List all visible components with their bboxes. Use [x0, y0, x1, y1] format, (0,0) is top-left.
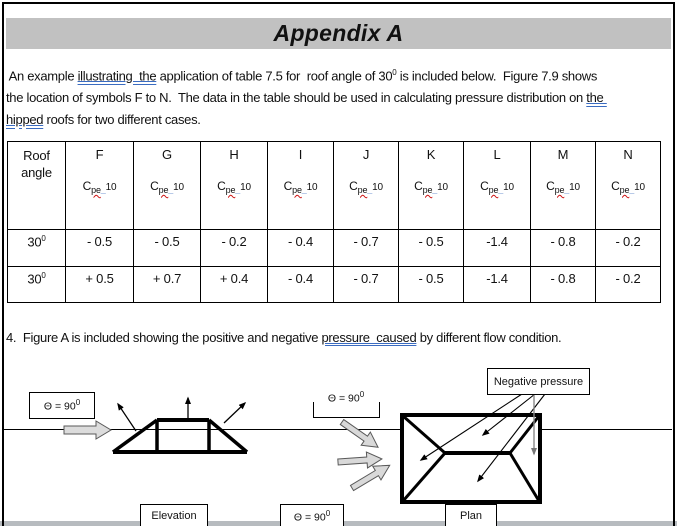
roof-angle-cell: $30^0$	[8, 230, 66, 267]
value-cell: - 0.7	[334, 230, 399, 267]
value-cell: - 0.5	[399, 230, 464, 267]
value-cell: - 0.2	[596, 267, 661, 303]
table-corner-cell	[8, 142, 66, 230]
intro-text: application of table 7.5 for roof angle of 30	[156, 68, 393, 84]
coef-label: $C_{pe\_}10$	[150, 179, 184, 195]
column-header-N: N $C_{pe\_}10$	[596, 142, 661, 230]
item-4-paragraph	[6, 327, 672, 349]
intro-line-3	[6, 109, 672, 131]
intro-line-1	[6, 62, 672, 87]
value-cell: - 0.4	[268, 230, 334, 267]
value-cell: - 0.5	[134, 230, 201, 267]
value-cell: - 0.8	[531, 230, 596, 267]
column-header-G: G $C_{pe\_}10$	[134, 142, 201, 230]
page-title: Appendix A	[273, 20, 404, 46]
roof-angle-cell: $30^0$	[8, 267, 66, 303]
coef-label: $C_{pe\_}10$	[217, 179, 251, 195]
suction-arrow-icon	[118, 404, 136, 431]
plan-caption: Plan	[445, 504, 497, 526]
grammar-underlined-text: hipped	[6, 112, 44, 128]
grammar-underlined-text: the	[586, 90, 607, 106]
value-cell: - 0.2	[596, 230, 661, 267]
item4-text: by different flow condition.	[416, 330, 562, 345]
pressure-pointer-arrow-icon	[478, 394, 545, 481]
theta-label-left: $\Theta = 90^0$	[29, 392, 95, 419]
column-header-J: J $C_{pe\_}10$	[334, 142, 399, 230]
elevation-roof-drawing	[108, 393, 253, 459]
suction-arrow-icon	[224, 403, 245, 423]
value-cell: -1.4	[464, 267, 531, 303]
value-cell: - 0.7	[334, 267, 399, 303]
coef-label: $C_{pe\_}10$	[611, 179, 645, 195]
intro-text: roofs for two different cases.	[43, 112, 201, 128]
negative-pressure-arrows	[390, 392, 590, 504]
intro-text: is included below. Figure 7.9 shows	[396, 68, 598, 84]
coef-label: $C_{pe\_}10$	[480, 179, 514, 195]
intro-line-2	[6, 87, 672, 109]
coef-label: $C_{pe\_}10$	[546, 179, 580, 195]
appendix-title-bar	[6, 18, 671, 49]
intro-text: An example	[6, 68, 78, 84]
value-cell: + 0.7	[134, 267, 201, 303]
column-header-L: L $C_{pe\_}10$	[464, 142, 531, 230]
item4-text: 4. Figure A is included showing the positive and negative	[6, 330, 322, 345]
grammar-underlined-text: illustrating the	[77, 68, 157, 84]
grammar-underlined-text: pressure caused	[321, 330, 417, 345]
value-cell: - 0.2	[201, 230, 268, 267]
corner-label: Roof	[23, 148, 50, 163]
column-header-H: H $C_{pe\_}10$	[201, 142, 268, 230]
pressure-pointer-arrow-icon	[421, 394, 522, 460]
table-row	[8, 267, 661, 303]
negative-pressure-label: Negative pressure	[487, 368, 590, 395]
column-header-M: M $C_{pe\_}10$	[531, 142, 596, 230]
coef-label: $C_{pe\_}10$	[349, 179, 383, 195]
value-cell: - 0.8	[531, 267, 596, 303]
column-header-I: I $C_{pe\_}10$	[268, 142, 334, 230]
pressure-coefficient-table	[7, 141, 661, 303]
column-header-K: K $C_{pe\_}10$	[399, 142, 464, 230]
theta-label-bottom: $\Theta = 90^0$	[280, 504, 344, 526]
coef-label: $C_{pe\_}10$	[82, 179, 117, 195]
intro-paragraph	[6, 62, 672, 131]
superscript-degree: 0	[392, 68, 397, 77]
column-header-F: F $C_{pe\_}10$	[66, 142, 134, 230]
value-cell: + 0.5	[66, 267, 134, 303]
coef-label: $C_{pe\_}10$	[414, 179, 448, 195]
wind-arrow-icon	[337, 415, 382, 453]
coef-label: $C_{pe\_}10$	[283, 179, 318, 195]
value-cell: + 0.4	[201, 267, 268, 303]
wind-arrow-icon	[62, 419, 114, 441]
value-cell: -1.4	[464, 230, 531, 267]
corner-label: angle	[21, 165, 52, 180]
table-row	[8, 230, 661, 267]
elevation-caption: Elevation	[140, 504, 208, 526]
value-cell: - 0.5	[66, 230, 134, 267]
value-cell: - 0.4	[268, 267, 334, 303]
intro-text: the location of symbols F to N. The data in the table should be used in calculating pressure distribution on	[6, 90, 587, 106]
theta-label-mid: $\Theta = 90^0$	[327, 390, 365, 405]
value-cell: - 0.5	[399, 267, 464, 303]
table-header-row	[8, 142, 661, 230]
